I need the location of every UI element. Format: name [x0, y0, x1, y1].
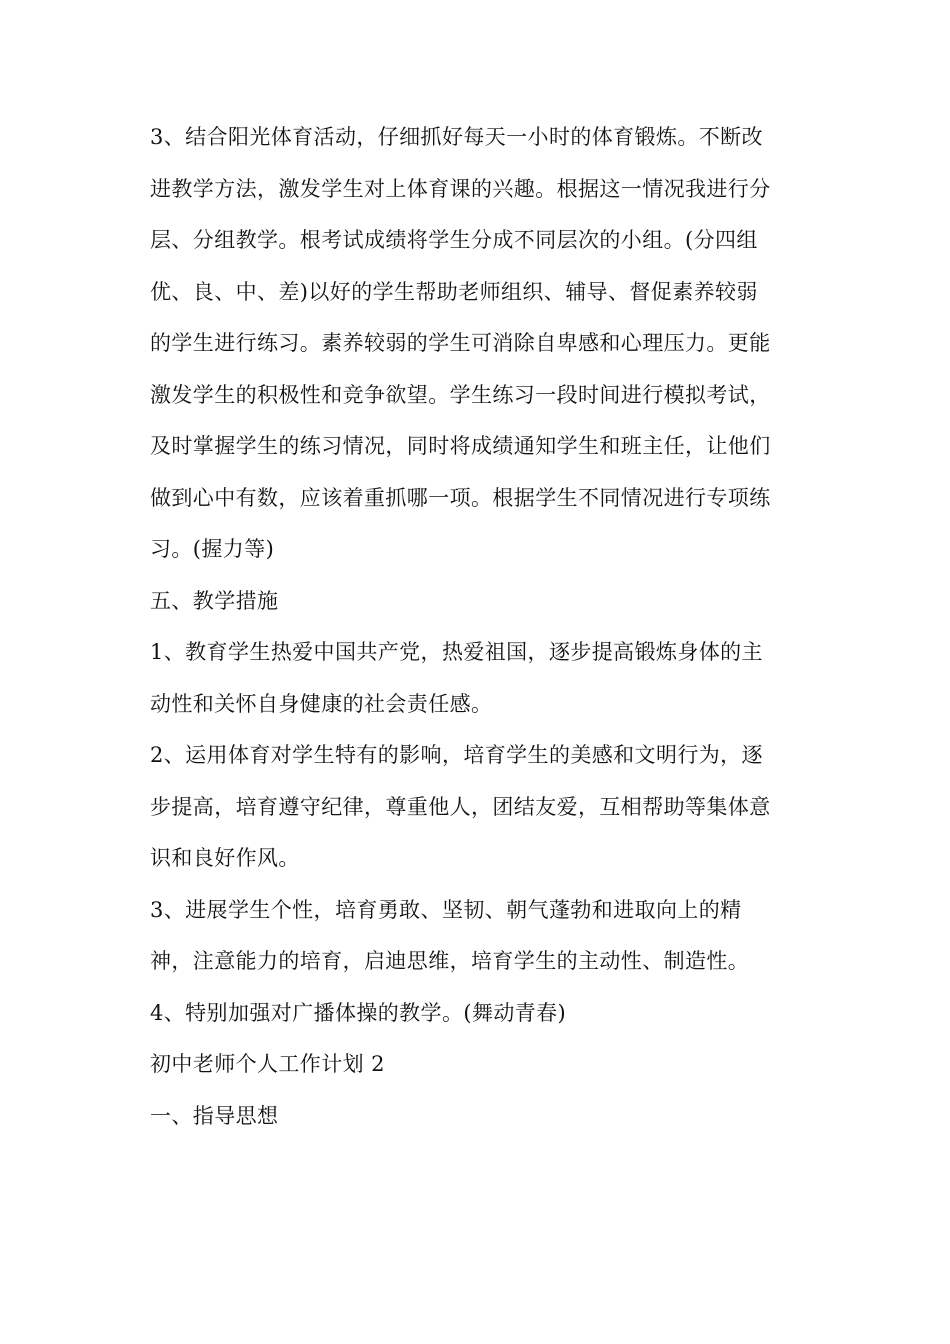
section-heading-teaching-measures: 五、教学措施 — [150, 588, 279, 613]
paragraph-measure-2: 2、运用体育对学生特有的影响，培育学生的美感和文明行为，逐 步提高，培育遵守纪律，尊重他人，团结友爱，互相帮助等集体意 识和良好作风。 — [150, 743, 771, 870]
section-heading-guiding-ideology: 一、指导思想 — [150, 1103, 279, 1128]
paragraph-measure-4: 4、特别加强对广播体操的教学。(舞动青春) — [150, 1000, 567, 1025]
document-title-plan-2: 初中老师个人工作计划 2 — [150, 1052, 385, 1076]
paragraph-measure-1: 1、教育学生热爱中国共产党，热爱祖国，逐步提高锻炼身体的主 动性和关怀自身健康的社会责任感。 — [150, 640, 763, 716]
paragraph-point-3-methods: 3、结合阳光体育活动，仔细抓好每天一小时的体育锻炼。不断改 进教学方法，激发学生对上体育课的兴趣。根据这一情况我进行分 层、分组教学。根考试成绩将学生分成不同层次的小组。(分四组 优、良、中、差)以好的学生帮助老师组织、辅导、督促素养较弱 的学生进行练习。素养较弱的学生可消除自卑感和心理压力。更能 激发学生的积极性和竞争欲望。学生练习一段时间进行模拟考试， 及时掌握学生的练习情况，同时将成绩通知学生和班主任，让他们 做到心中有数，应该着重抓哪一项。根据学生不同情况进行专项练 习。(握力等) — [150, 125, 771, 561]
document-body — [150, 112, 800, 1142]
paragraph-measure-3: 3、进展学生个性，培育勇敢、坚韧、朝气蓬勃和进取向上的精 神，注意能力的培育，启迪思维，培育学生的主动性、制造性。 — [150, 897, 750, 973]
